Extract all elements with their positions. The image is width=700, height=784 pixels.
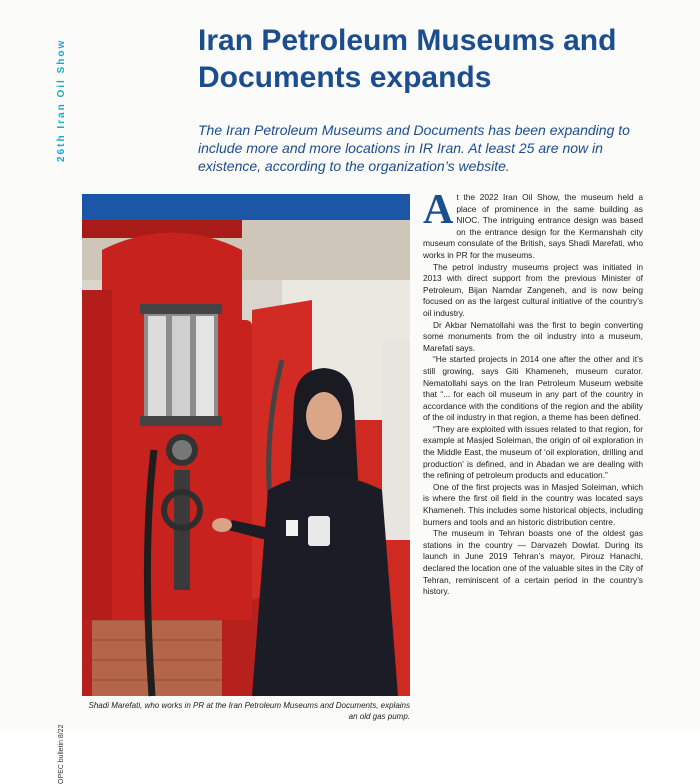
footer-label-text: OPEC bulletin 8/22 [58,724,65,784]
article-title: Iran Petroleum Museums and Documents expands [198,24,617,94]
side-section-label [56,22,70,162]
accent-bar [82,194,410,220]
gas-pump-photo [82,220,410,696]
article-paragraph [423,187,643,262]
paragraph-text: t the 2022 Iran Oil Show, the museum held a place of prominence in the same building as NIOC. The intriguing entrance design was based on the entrance design for the Kermanshah city museum consulate of the British, says Shadi Marefati, who works in PR for the museums. [423,192,643,260]
photo-caption: Shadi Marefati, who works in PR at the Iran Petroleum Museums and Documents, explains an old gas pump. [88,701,410,721]
article-paragraph: Dr Akbar Nematollahi was the first to begin converting some monuments from the oil industry into a museum, Marefati says. [423,319,643,353]
article-body [423,187,643,712]
drop-cap: A [423,187,454,233]
article-paragraph: The museum in Tehran boasts one of the oldest gas stations in the country — Darvazeh Dowlat. During its launch in June 2019 Tehran’s mayor, Pirouz Hanachi, declared the location one of the valuable sites in the City of Tehran, reminiscent of a certain period in the country’s history. [423,528,643,597]
article-paragraph: One of the first projects was in Masjed Soleiman, which is where the first oil field in the country was located says Khameneh. This includes some historical objects, including burners and tools and an historic distribution centre. [423,481,643,527]
side-label-text: 26th Iran Oil Show [56,38,67,162]
article-paragraph: “They are exploited with issues related to that region, for example at Masjed Soleiman, the origin of oil exploration in the Middle East, the museum of ‘oil exploration, drilling and production’ is defined, and in Abadan we are dealing with the refining of petroleum products and education.” [423,423,643,481]
article-lede: The Iran Petroleum Museums and Documents has been expanding to include more and more locations in IR Iran. At least 25 are now in existence, according to the organization’s website. [198,122,630,174]
footer-publication-label [58,724,68,784]
article-paragraph: The petrol industry museums project was initiated in 2013 with direct support from the previous Minister of Petroleum, Bijan Namdar Zangeneh, and is now being focused on as the largest cultural initiative of the country’s oil industry. [423,261,643,318]
article-paragraph: “He started projects in 2014 one after the other and it’s still growing, says Giti Khameneh, museum curator. Nematollahi says on the Iran Petroleum Museum website that “... for each oil museum in any part of the country in accordance with the conditions of the region and the ability of the oil industry in that region, a theme has been defined. [423,354,643,423]
photo-illustration [82,220,410,696]
